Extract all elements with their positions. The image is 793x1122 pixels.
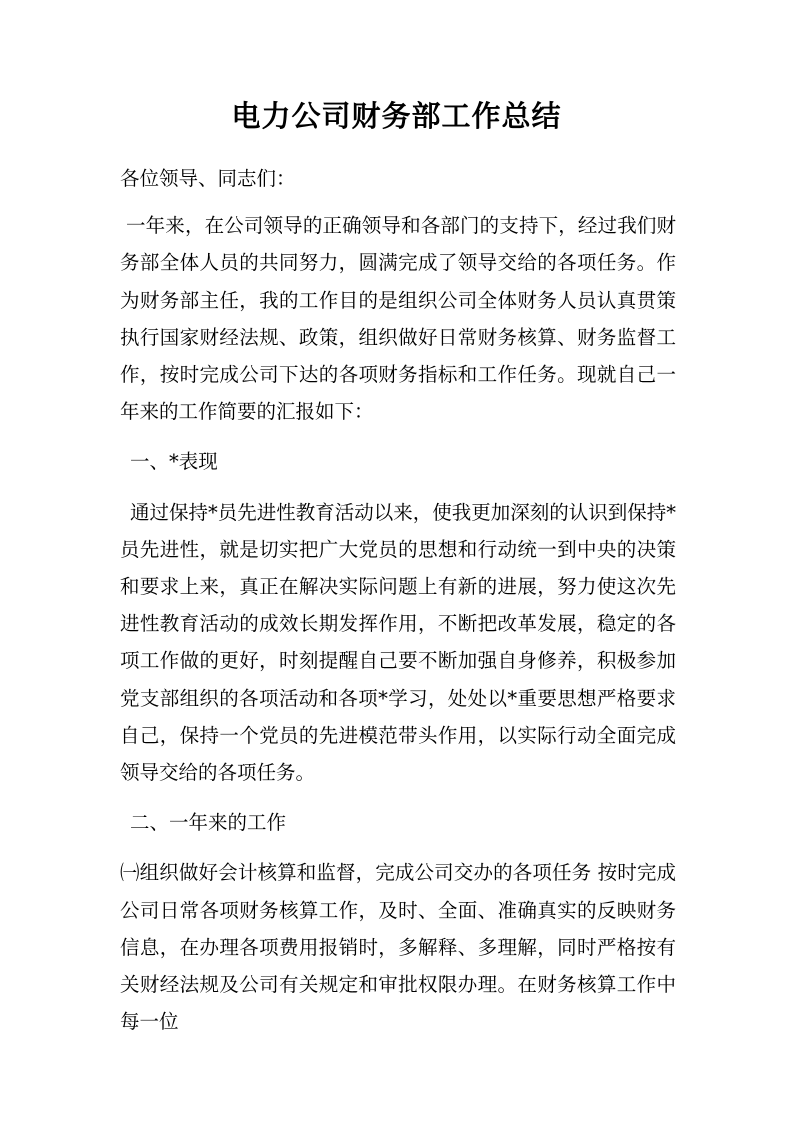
paragraph-section-2: ㈠组织做好会计核算和监督，完成公司交办的各项任务 按时完成公司日常各项财务核算工作，及时、全面、准确真实的反映财务信息，在办理各项费用报销时，多解释、多理解，同时严格按有关财经法规及公司有关规定和审批权限办理。在财务核算工作中每一位 xyxy=(120,861,676,1034)
document-body xyxy=(120,160,676,1053)
section-heading-1: 一、*表现 xyxy=(130,450,218,474)
section-heading-2: 二、一年来的工作 xyxy=(130,811,287,835)
greeting: 各位领导、同志们： xyxy=(120,167,296,190)
paragraph-section-1: 通过保持*员先进性教育活动以来，使我更加深刻的认识到保持*员先进性，就是切实把广大党员的思想和行动统一到中央的决策和要求上来，真正在解决实际问题上有新的进展，努力使这次先进性教育活动的成效长期发挥作用，不断把改革发展，稳定的各项工作做的更好，时刻提醒自己要不断加强自身修养，积极参加党支部组织的各项活动和各项*学习，处处以*重要思想严格要求自己，保持一个党员的先进模范带头作用，以实际行动全面完成领导交给的各项任务。 xyxy=(120,500,677,785)
document-title: 电力公司财务部工作总结 xyxy=(231,99,562,133)
paragraph-intro: 一年来，在公司领导的正确领导和各部门的支持下，经过我们财务部全体人员的共同努力，圆满完成了领导交给的各项任务。作为财务部主任，我的工作目的是组织公司全体财务人员认真贯策执行国家财经法规、政策，组织做好日常财务核算、财务监督工作，按时完成公司下达的各项财务指标和工作任务。现就自己一年来的工作简要的汇报如下： xyxy=(120,214,676,424)
